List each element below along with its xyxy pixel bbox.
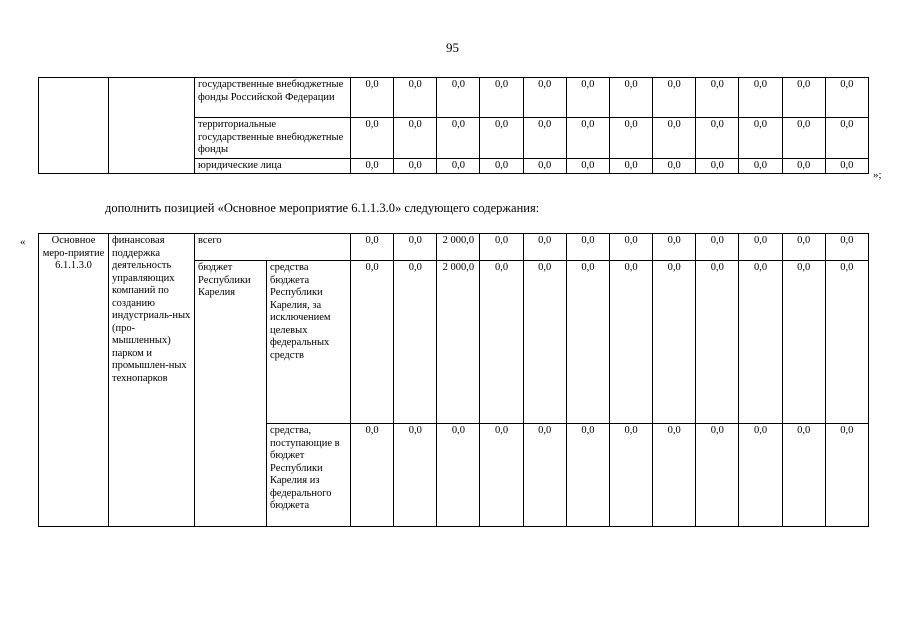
funding-source-value-cell: 0,0: [782, 78, 825, 118]
table-row: [39, 234, 869, 261]
budget-source-value-cell: 0,0: [480, 424, 523, 527]
funding-source-value-cell: 0,0: [696, 118, 739, 159]
funding-source-value-cell: 0,0: [523, 78, 566, 118]
budget-source-value-cell: 0,0: [696, 261, 739, 424]
continued-table: [38, 77, 869, 174]
funding-source-value-cell: 0,0: [825, 118, 868, 159]
budget-source-label: средства, поступающие в бюджет Республики Карелия из федерального бюджета: [267, 424, 351, 527]
funding-source-value-cell: 0,0: [480, 158, 523, 174]
funding-source-value-cell: 0,0: [523, 118, 566, 159]
budget-source-value-cell: 0,0: [696, 424, 739, 527]
budget-source-value-cell: 0,0: [609, 424, 652, 527]
funding-source-value-cell: 0,0: [653, 78, 696, 118]
table-row: [39, 78, 869, 118]
page-number: 95: [446, 40, 459, 55]
funding-source-value-cell: 0,0: [825, 78, 868, 118]
total-value-cell: 0,0: [696, 234, 739, 261]
event-name-cell: Основное меро-приятие 6.1.1.3.0: [39, 234, 109, 527]
budget-source-value-cell: 0,0: [351, 261, 394, 424]
funding-source-value-cell: 0,0: [351, 158, 394, 174]
total-value-cell: 0,0: [523, 234, 566, 261]
empty-event-cell: [39, 78, 109, 174]
funding-source-value-cell: 0,0: [437, 78, 480, 118]
funding-source-label: территориальные государственные внебюджетные фонды: [195, 118, 351, 159]
budget-source-value-cell: 0,0: [437, 424, 480, 527]
total-value-cell: 0,0: [351, 234, 394, 261]
empty-description-cell: [109, 78, 195, 174]
funding-source-value-cell: 0,0: [782, 118, 825, 159]
new-position-table: [38, 233, 869, 527]
budget-source-value-cell: 0,0: [825, 424, 868, 527]
budget-source-value-cell: 0,0: [782, 424, 825, 527]
budget-source-value-cell: 0,0: [653, 424, 696, 527]
total-value-cell: 0,0: [825, 234, 868, 261]
funding-source-value-cell: 0,0: [825, 158, 868, 174]
budget-source-value-cell: 0,0: [609, 261, 652, 424]
budget-source-value-cell: 0,0: [739, 261, 782, 424]
budget-source-value-cell: 0,0: [653, 261, 696, 424]
total-value-cell: 0,0: [480, 234, 523, 261]
opening-quote-mark: «: [20, 236, 26, 248]
budget-source-value-cell: 0,0: [523, 424, 566, 527]
budget-source-value-cell: 2 000,0: [437, 261, 480, 424]
budget-source-value-cell: 0,0: [566, 261, 609, 424]
funding-source-value-cell: 0,0: [653, 158, 696, 174]
event-description-cell: финансовая поддержка деятельность управляющих компаний по созданию индустриаль-ных (про-мышленных) парком и промышлен-ных технопарков: [109, 234, 195, 527]
funding-source-value-cell: 0,0: [394, 118, 437, 159]
funding-source-value-cell: 0,0: [739, 158, 782, 174]
funding-source-value-cell: 0,0: [609, 118, 652, 159]
funding-source-value-cell: 0,0: [609, 158, 652, 174]
budget-source-value-cell: 0,0: [394, 424, 437, 527]
funding-source-value-cell: 0,0: [609, 78, 652, 118]
funding-source-value-cell: 0,0: [782, 158, 825, 174]
funding-source-value-cell: 0,0: [523, 158, 566, 174]
total-value-cell: 0,0: [782, 234, 825, 261]
total-value-cell: 0,0: [609, 234, 652, 261]
total-label: всего: [195, 234, 351, 261]
funding-source-value-cell: 0,0: [351, 118, 394, 159]
budget-source-value-cell: 0,0: [351, 424, 394, 527]
budget-source-value-cell: 0,0: [523, 261, 566, 424]
funding-source-value-cell: 0,0: [739, 118, 782, 159]
total-value-cell: 0,0: [394, 234, 437, 261]
funding-source-value-cell: 0,0: [394, 158, 437, 174]
funding-source-label: государственные внебюджетные фонды Российской Федерации: [195, 78, 351, 118]
funding-source-value-cell: 0,0: [480, 118, 523, 159]
funding-source-value-cell: 0,0: [696, 158, 739, 174]
budget-source-value-cell: 0,0: [825, 261, 868, 424]
funding-source-value-cell: 0,0: [566, 158, 609, 174]
funding-source-value-cell: 0,0: [437, 118, 480, 159]
closing-quote-mark: »;: [873, 169, 882, 181]
budget-source-value-cell: 0,0: [739, 424, 782, 527]
total-value-cell: 0,0: [566, 234, 609, 261]
amendment-intro-text: дополнить позицией «Основное мероприятие 6.1.1.3.0» следующего содержания:: [105, 201, 540, 215]
budget-source-value-cell: 0,0: [782, 261, 825, 424]
funding-source-label: юридические лица: [195, 158, 351, 174]
funding-source-value-cell: 0,0: [566, 118, 609, 159]
funding-source-value-cell: 0,0: [437, 158, 480, 174]
total-value-cell: 2 000,0: [437, 234, 480, 261]
budget-source-value-cell: 0,0: [394, 261, 437, 424]
budget-source-value-cell: 0,0: [566, 424, 609, 527]
funding-source-value-cell: 0,0: [653, 118, 696, 159]
total-value-cell: 0,0: [739, 234, 782, 261]
total-value-cell: 0,0: [653, 234, 696, 261]
funding-source-value-cell: 0,0: [566, 78, 609, 118]
funding-source-value-cell: 0,0: [739, 78, 782, 118]
budget-source-value-cell: 0,0: [480, 261, 523, 424]
funding-source-value-cell: 0,0: [394, 78, 437, 118]
budget-label: бюджет Республики Карелия: [195, 261, 267, 527]
funding-source-value-cell: 0,0: [696, 78, 739, 118]
budget-source-label: средства бюджета Республики Карелия, за исключением целевых федеральных средств: [267, 261, 351, 424]
funding-source-value-cell: 0,0: [480, 78, 523, 118]
funding-source-value-cell: 0,0: [351, 78, 394, 118]
